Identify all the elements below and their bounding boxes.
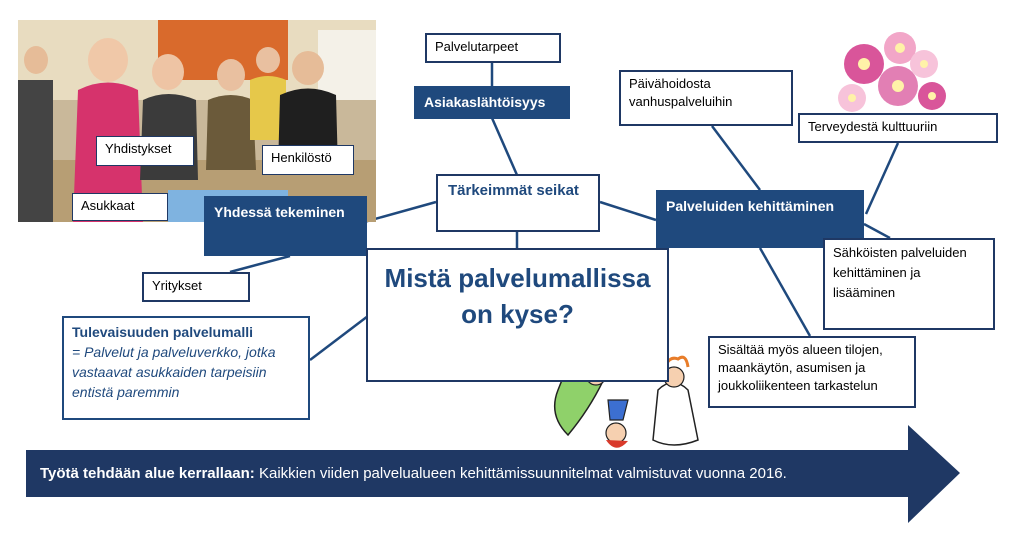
center-title: Mistä palvelumallissa on kyse? [384, 263, 651, 329]
sisaltaa-box [708, 336, 916, 408]
future-body: = Palvelut ja palveluverkko, jotka vastaavat asukkaiden tarpeisiin entistä paremmin [72, 344, 276, 400]
terveydesta-box [798, 113, 998, 143]
sahkoisten-label: Sähköisten palveluiden kehittäminen ja lisääminen [833, 245, 967, 300]
tarkeimmat-label: Tärkeimmät seikat [448, 182, 579, 199]
yhdessa-label: Yhdessä tekeminen [214, 204, 345, 220]
henkilosto-label: Henkilöstö [271, 150, 332, 165]
palvelutarpeet-label: Palvelutarpeet [435, 39, 519, 54]
future-model-box [62, 316, 310, 420]
yhdistykset-box [96, 136, 194, 166]
asiakaslahtoisyys-label: Asiakaslähtöisyys [424, 94, 546, 110]
paivahoidosta-box [619, 70, 793, 126]
banner-body: Kaikkien viiden palvelualueen kehittämissuunnitelmat valmistuvat vuonna 2016. [254, 465, 787, 482]
sisaltaa-label: Sisältää myös alueen tilojen, maankäytön, asumisen ja joukkoliikenteen tarkastelun [718, 342, 883, 393]
palvelutarpeet-box [425, 33, 561, 63]
asukkaat-label: Asukkaat [81, 198, 135, 213]
center-question-box [366, 248, 669, 382]
sahkoisten-box [823, 238, 995, 330]
banner-bold: Työtä tehdään alue kerrallaan: [40, 465, 255, 482]
yritykset-box [142, 272, 250, 302]
paivahoidosta-label: Päivähoidosta vanhuspalveluihin [629, 76, 733, 109]
yritykset-label: Yritykset [152, 278, 202, 293]
banner-text [40, 464, 787, 484]
tarkeimmat-box [436, 174, 600, 232]
palveluiden-label: Palveluiden kehittäminen [666, 198, 835, 214]
group-photo [18, 20, 376, 222]
asukkaat-box [72, 193, 168, 221]
henkilosto-box [262, 145, 354, 175]
flowers-image [828, 28, 952, 116]
asiakaslahtoisyys-box [414, 86, 570, 119]
terveydesta-label: Terveydestä kulttuuriin [808, 119, 938, 134]
future-title: Tulevaisuuden palvelumalli [72, 324, 254, 340]
yhdessa-box [204, 196, 367, 256]
yhdistykset-label: Yhdistykset [105, 141, 172, 156]
